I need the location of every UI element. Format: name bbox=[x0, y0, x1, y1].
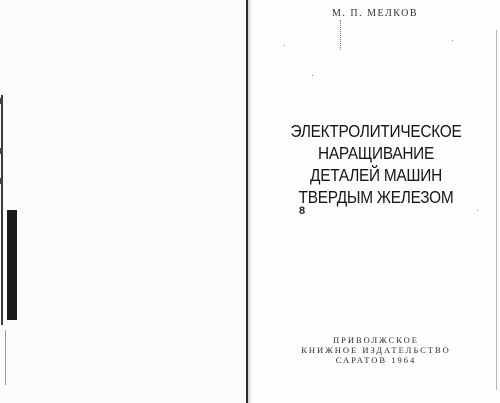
title-line-1: ЭЛЕКТРОЛИТИЧЕСКОЕ bbox=[290, 121, 462, 141]
inventory-mark: 8 bbox=[299, 205, 306, 217]
left-page-edge-tick bbox=[0, 98, 3, 104]
publisher-line-3: САРАТОВ 1964 bbox=[335, 355, 417, 365]
publisher-line-1: ПРИВОЛЖСКОЕ bbox=[332, 335, 419, 345]
publisher-imprint bbox=[252, 335, 500, 365]
paper-speck bbox=[452, 40, 453, 41]
title-page bbox=[252, 0, 500, 403]
left-page-edge-tick bbox=[0, 178, 3, 184]
paper-speck bbox=[312, 75, 313, 76]
paper-speck bbox=[477, 210, 478, 211]
author-name: М. П. МЕЛКОВ bbox=[332, 8, 419, 19]
title-line-4: ТВЕРДЫМ ЖЕЛЕЗОМ bbox=[298, 187, 454, 207]
left-page-edge-line bbox=[1, 95, 3, 325]
left-page-edge-shadow bbox=[7, 210, 17, 320]
left-page bbox=[0, 0, 247, 403]
title-line-3: ДЕТАЛЕЙ МАШИН bbox=[310, 165, 442, 185]
paper-speck bbox=[284, 45, 285, 46]
right-page-edge bbox=[496, 30, 497, 390]
left-page-edge-faint-line bbox=[5, 330, 6, 385]
title-line-2: НАРАЩИВАНИЕ bbox=[317, 143, 434, 163]
publisher-line-2: КНИЖНОЕ ИЗДАТЕЛЬСТВО bbox=[301, 345, 451, 355]
pencil-mark bbox=[340, 20, 342, 50]
book-title bbox=[252, 120, 500, 208]
left-page-edge-tick bbox=[0, 148, 3, 154]
